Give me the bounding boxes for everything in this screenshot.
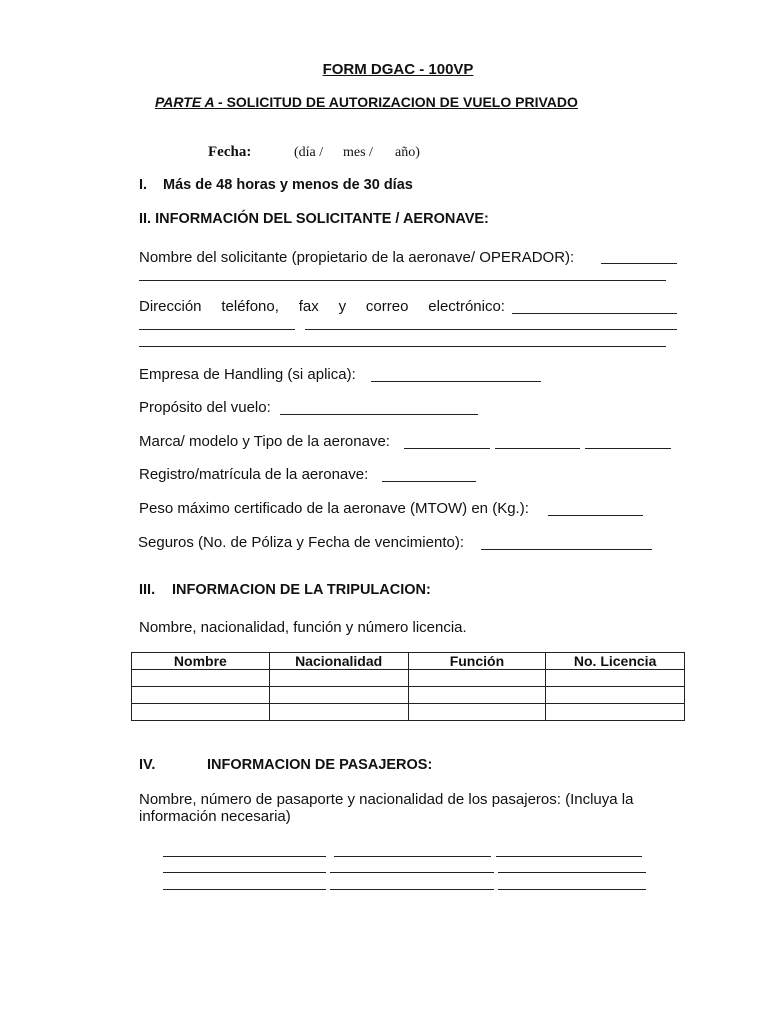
contact-field-line-2b[interactable] xyxy=(305,329,677,330)
registration-field-line[interactable] xyxy=(382,481,476,482)
crew-cell[interactable] xyxy=(546,687,685,704)
contact-word: fax xyxy=(298,298,319,315)
crew-cell[interactable] xyxy=(408,704,546,721)
contact-field-line-3[interactable] xyxy=(139,346,666,347)
crew-cell[interactable] xyxy=(408,687,546,704)
handling-field-line[interactable] xyxy=(371,381,541,382)
section4-number: IV. xyxy=(139,757,156,773)
contact-word: correo xyxy=(365,298,409,315)
crew-cell[interactable] xyxy=(269,670,408,687)
date-year: año) xyxy=(395,145,420,160)
passenger-nationality-line[interactable] xyxy=(498,889,646,890)
form-code: FORM DGAC - 100VP xyxy=(322,61,474,78)
crew-instruction: Nombre, nacionalidad, función y número licencia. xyxy=(139,619,467,636)
date-month: mes / xyxy=(343,145,373,160)
date-label: Fecha: xyxy=(208,144,252,160)
section1-title: Más de 48 horas y menos de 30 días xyxy=(163,177,413,193)
section2-title: II. INFORMACIÓN DEL SOLICITANTE / AERONAVE: xyxy=(139,211,489,227)
passenger-name-line[interactable] xyxy=(163,889,326,890)
contact-field-line-2a[interactable] xyxy=(139,329,295,330)
part-title-text: SOLICITUD DE AUTORIZACION DE VUELO PRIVADO xyxy=(226,94,578,110)
applicant-label: Nombre del solicitante (propietario de la aeronave/ OPERADOR): xyxy=(139,249,575,266)
passenger-passport-line[interactable] xyxy=(330,872,494,873)
passenger-passport-line[interactable] xyxy=(330,889,494,890)
contact-word: Dirección xyxy=(139,298,202,315)
aircraft-model-field-line[interactable] xyxy=(495,448,580,449)
applicant-field-line[interactable] xyxy=(601,263,677,264)
crew-cell[interactable] xyxy=(269,687,408,704)
contact-word: teléfono, xyxy=(221,298,279,315)
passenger-instruction-line1: Nombre, número de pasaporte y nacionalidad de los pasajeros: (Incluya la xyxy=(139,791,634,808)
contact-field-line[interactable] xyxy=(512,313,677,314)
crew-table-row xyxy=(132,670,685,687)
section4-title: INFORMACION DE PASAJEROS: xyxy=(207,757,433,773)
passenger-nationality-line[interactable] xyxy=(496,856,642,857)
aircraft-make-field-line[interactable] xyxy=(404,448,490,449)
passenger-name-line[interactable] xyxy=(163,856,326,857)
crew-cell[interactable] xyxy=(546,670,685,687)
purpose-field-line[interactable] xyxy=(280,414,478,415)
section3-title: INFORMACION DE LA TRIPULACION: xyxy=(172,582,431,598)
aircraft-model-label: Marca/ modelo y Tipo de la aeronave: xyxy=(139,433,390,450)
crew-col-name: Nombre xyxy=(132,653,270,670)
crew-col-function: Función xyxy=(408,653,546,670)
mtow-field-line[interactable] xyxy=(548,515,643,516)
crew-cell[interactable] xyxy=(132,704,270,721)
crew-cell[interactable] xyxy=(269,704,408,721)
crew-cell[interactable] xyxy=(546,704,685,721)
passenger-passport-line[interactable] xyxy=(334,856,491,857)
date-day: (día / xyxy=(294,145,324,160)
aircraft-type-field-line[interactable] xyxy=(585,448,671,449)
registration-label: Registro/matrícula de la aeronave: xyxy=(139,466,369,483)
section1-number: I. xyxy=(139,177,148,193)
crew-cell[interactable] xyxy=(132,687,270,704)
crew-col-nationality: Nacionalidad xyxy=(269,653,408,670)
handling-label: Empresa de Handling (si aplica): xyxy=(139,366,356,383)
contact-word: y xyxy=(338,298,347,315)
purpose-label: Propósito del vuelo: xyxy=(139,399,271,416)
insurance-label: Seguros (No. de Póliza y Fecha de vencimiento): xyxy=(138,534,464,551)
mtow-label: Peso máximo certificado de la aeronave (MTOW) en (Kg.): xyxy=(139,500,529,517)
crew-table-header xyxy=(132,653,685,670)
section3-number: III. xyxy=(139,582,156,598)
crew-cell[interactable] xyxy=(132,670,270,687)
contact-word: electrónico: xyxy=(428,298,505,315)
contact-label xyxy=(139,298,505,315)
crew-col-license: No. Licencia xyxy=(546,653,685,670)
crew-table xyxy=(131,652,685,721)
crew-cell[interactable] xyxy=(408,670,546,687)
part-label: PARTE A - xyxy=(155,94,227,110)
passenger-name-line[interactable] xyxy=(163,872,326,873)
insurance-field-line[interactable] xyxy=(481,549,652,550)
crew-table-row xyxy=(132,704,685,721)
crew-table-row xyxy=(132,687,685,704)
passenger-instruction-line2: información necesaria) xyxy=(139,808,291,825)
applicant-field-line-2[interactable] xyxy=(139,280,666,281)
form-part-title xyxy=(155,94,578,110)
passenger-nationality-line[interactable] xyxy=(498,872,646,873)
